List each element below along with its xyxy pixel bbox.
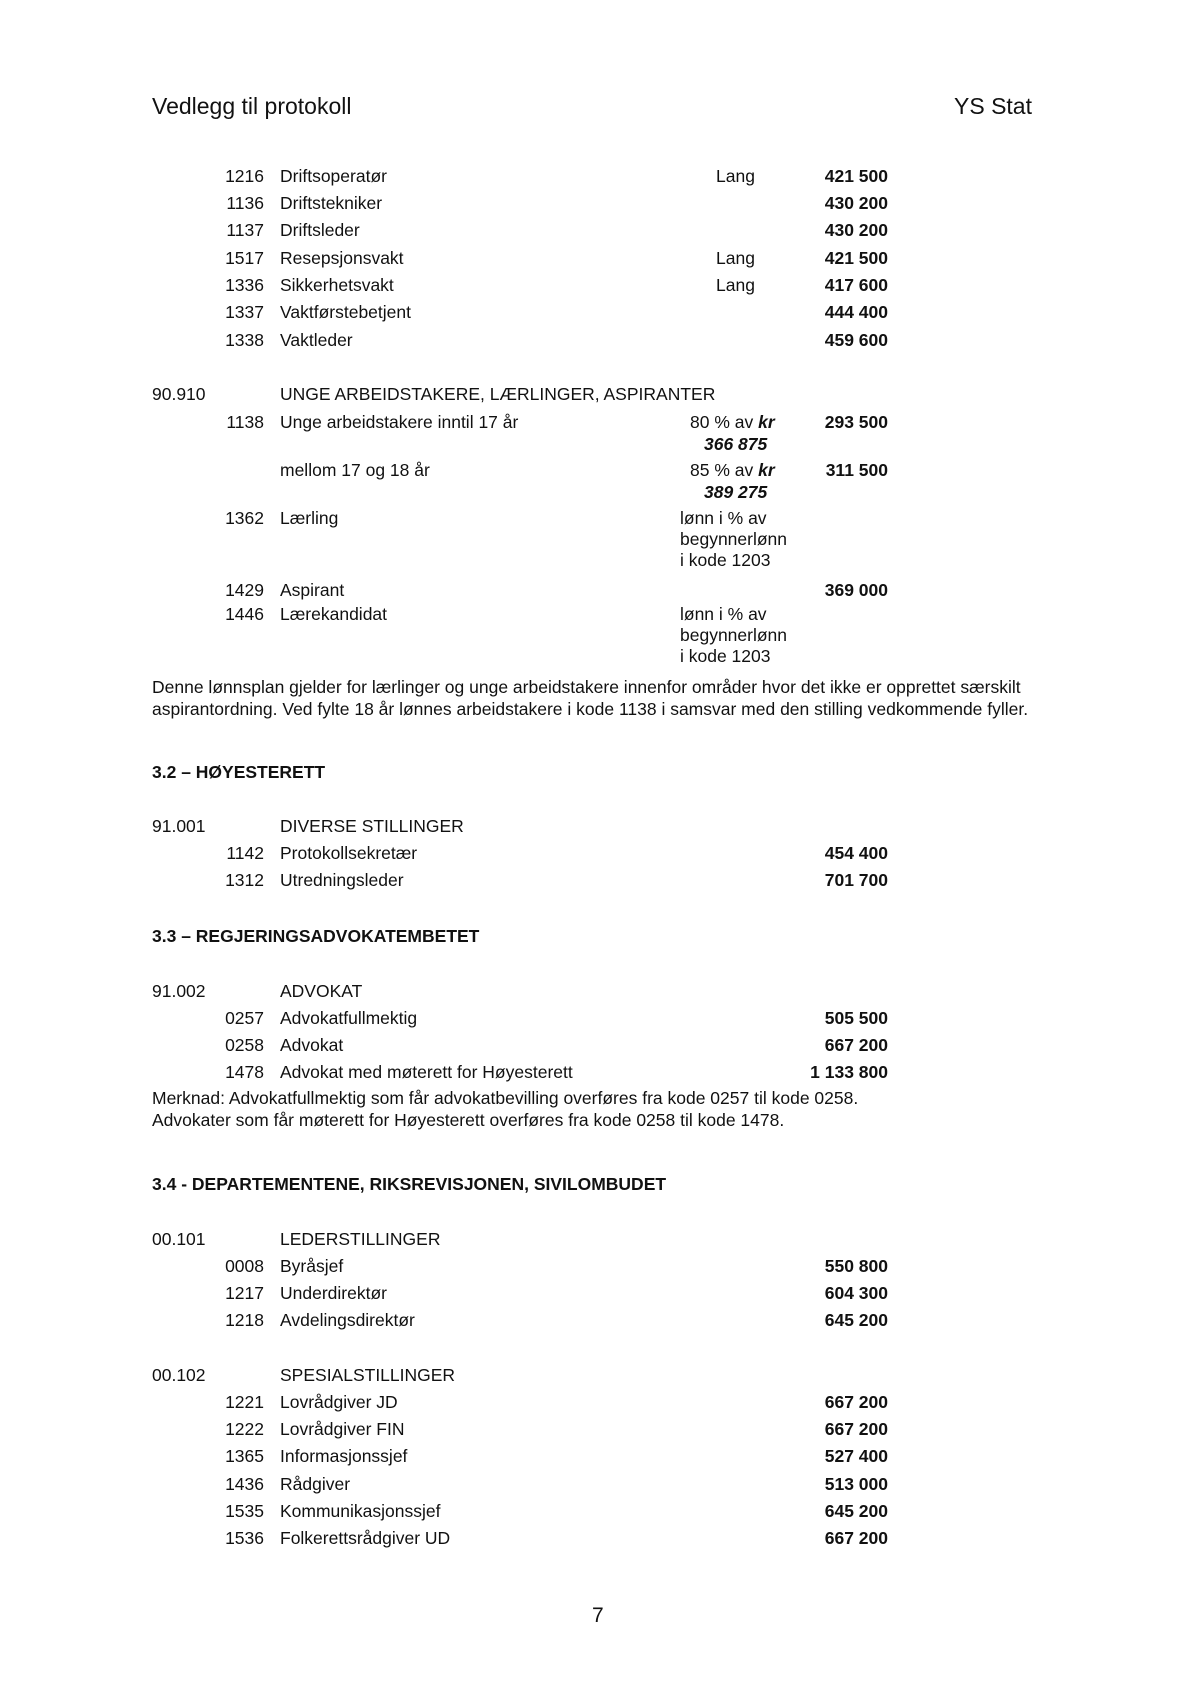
kr-label: kr	[758, 460, 775, 480]
row-value: 421 500	[824, 166, 888, 186]
row-code: 1142	[226, 843, 264, 863]
kr-label: kr	[758, 412, 775, 432]
row-code: 1535	[225, 1501, 264, 1521]
table-row	[0, 220, 1200, 246]
pct-note	[690, 460, 775, 481]
row-code: 0008	[225, 1256, 264, 1276]
row-title: Unge arbeidstakere inntil 17 år	[280, 412, 519, 432]
row-title: Byråsjef	[280, 1256, 344, 1276]
header-right: YS Stat	[954, 93, 1032, 119]
row-value: 459 600	[824, 330, 888, 350]
group-code: 90.910	[152, 384, 206, 404]
row-title: Kommunikasjonssjef	[280, 1501, 441, 1521]
table-row	[0, 166, 1200, 192]
row-title: Driftsoperatør	[280, 166, 387, 186]
row-title: Lovrådgiver FIN	[280, 1419, 405, 1439]
row-code: 1362	[225, 508, 264, 528]
pct-text: 85 % av	[690, 460, 754, 480]
row-code: 1536	[225, 1528, 264, 1548]
row-title: Lovrådgiver JD	[280, 1392, 398, 1412]
base-amount: 366 875	[704, 434, 768, 454]
section-heading: 3.4 - DEPARTEMENTENE, RIKSREVISJONEN, SIVILOMBUDET	[152, 1174, 667, 1194]
row-code: 1222	[225, 1419, 264, 1439]
row-code: 1137	[226, 220, 264, 240]
table-row	[0, 1310, 1200, 1336]
row-title: Underdirektør	[280, 1283, 387, 1303]
row-title: Vaktførstebetjent	[280, 302, 411, 322]
table-row	[0, 302, 1200, 328]
group-title: DIVERSE STILLINGER	[280, 816, 464, 836]
row-title: Resepsjonsvakt	[280, 248, 404, 268]
row-title: Sikkerhetsvakt	[280, 275, 394, 295]
row-title: mellom 17 og 18 år	[280, 460, 430, 480]
row-value: 293 500	[824, 412, 888, 432]
row-value: 701 700	[824, 870, 888, 890]
row-value: 369 000	[824, 580, 888, 600]
table-row	[0, 412, 1200, 438]
group-title: SPESIALSTILLINGER	[280, 1365, 456, 1385]
row-title: Aspirant	[280, 580, 345, 600]
row-code: 1336	[225, 275, 264, 295]
group-title: ADVOKAT	[280, 981, 363, 1001]
table-row	[0, 870, 1200, 896]
row-value: 430 200	[824, 220, 888, 240]
table-row	[0, 1392, 1200, 1418]
row-title: Protokollsekretær	[280, 843, 418, 863]
row-title: Utredningsleder	[280, 870, 404, 890]
row-note: Lang	[716, 248, 755, 268]
row-title: Advokat	[280, 1035, 344, 1055]
table-row	[0, 1474, 1200, 1500]
row-value: 1 133 800	[810, 1062, 888, 1082]
row-title: Rådgiver	[280, 1474, 351, 1494]
pct-note-line: i kode 1203	[680, 550, 771, 570]
row-value: 527 400	[824, 1446, 888, 1466]
row-title: Informasjonssjef	[280, 1446, 408, 1466]
table-row	[0, 604, 1200, 630]
pct-note-line: lønn i % av	[680, 508, 767, 528]
row-code: 1478	[225, 1062, 264, 1082]
paragraph-line: Merknad: Advokatfullmektig som får advokatbevilling overføres fra kode 0257 til kode 0258.	[152, 1088, 859, 1108]
paragraph-line: Denne lønnsplan gjelder for lærlinger og unge arbeidstakere innenfor områder hvor det ikke er opprettet særskilt	[152, 677, 1021, 697]
row-title: Folkerettsrådgiver UD	[280, 1528, 451, 1548]
row-code: 1446	[225, 604, 264, 624]
group-code: 00.102	[152, 1365, 206, 1385]
row-title: Advokat med møterett for Høyesterett	[280, 1062, 573, 1082]
paragraph-line: aspirantordning. Ved fylte 18 år lønnes arbeidstakere i kode 1138 i samsvar med den stilling vedkommende fyller.	[152, 699, 1029, 719]
row-code: 1216	[225, 166, 264, 186]
table-row	[0, 843, 1200, 869]
header-left: Vedlegg til protokoll	[152, 93, 352, 119]
row-code: 1138	[226, 412, 264, 432]
row-code: 1338	[225, 330, 264, 350]
table-row	[0, 193, 1200, 219]
group-code: 91.001	[152, 816, 206, 836]
row-note: Lang	[716, 166, 755, 186]
row-code: 1365	[225, 1446, 264, 1466]
row-code: 0258	[225, 1035, 264, 1055]
row-value: 667 200	[824, 1392, 888, 1412]
paragraph	[152, 676, 1072, 720]
pct-text: 80 % av	[690, 412, 754, 432]
row-value: 454 400	[824, 843, 888, 863]
table-row	[0, 1062, 1200, 1088]
row-value: 645 200	[824, 1501, 888, 1521]
paragraph-line: Advokater som får møterett for Høyesterett overføres fra kode 0258 til kode 1478.	[152, 1110, 785, 1130]
row-code: 0257	[225, 1008, 264, 1028]
row-value: 513 000	[824, 1474, 888, 1494]
row-value: 645 200	[824, 1310, 888, 1330]
row-title: Vaktleder	[280, 330, 353, 350]
table-row	[0, 580, 1200, 606]
row-value: 430 200	[824, 193, 888, 213]
row-value: 667 200	[824, 1035, 888, 1055]
group-code: 00.101	[152, 1229, 206, 1249]
group-title: UNGE ARBEIDSTAKERE, LÆRLINGER, ASPIRANTER	[280, 384, 716, 404]
row-note: Lang	[716, 275, 755, 295]
group-title: LEDERSTILLINGER	[280, 1229, 441, 1249]
table-row	[0, 1446, 1200, 1472]
pct-note-line: i kode 1203	[680, 646, 771, 666]
table-row	[0, 1256, 1200, 1282]
row-title: Advokatfullmektig	[280, 1008, 418, 1028]
pct-note-line: begynnerlønn	[680, 625, 788, 645]
row-code: 1218	[225, 1310, 264, 1330]
row-code: 1217	[225, 1283, 264, 1303]
row-code: 1429	[225, 580, 264, 600]
row-code: 1337	[225, 302, 264, 322]
row-code: 1517	[225, 248, 264, 268]
row-title: Driftstekniker	[280, 193, 383, 213]
table-row	[0, 1419, 1200, 1445]
table-row	[0, 330, 1200, 356]
table-row	[0, 1283, 1200, 1309]
row-value: 444 400	[824, 302, 888, 322]
pct-note	[690, 412, 775, 433]
table-row	[0, 275, 1200, 301]
row-code: 1221	[225, 1392, 264, 1412]
row-code: 1436	[225, 1474, 264, 1494]
row-title: Driftsleder	[280, 220, 360, 240]
note-paragraph	[152, 1087, 1072, 1131]
section-heading: 3.2 – HØYESTERETT	[152, 762, 326, 782]
row-value: 311 500	[825, 460, 888, 480]
pct-note-line: begynnerlønn	[680, 529, 788, 549]
row-title: Lærekandidat	[280, 604, 388, 624]
table-row	[0, 1035, 1200, 1061]
section-heading: 3.3 – REGJERINGSADVOKATEMBETET	[152, 926, 480, 946]
table-row	[0, 508, 1200, 534]
row-title: Avdelingsdirektør	[280, 1310, 415, 1330]
base-amount: 389 275	[704, 482, 768, 502]
row-code: 1136	[226, 193, 264, 213]
pct-note-line: lønn i % av	[680, 604, 767, 624]
group-code: 91.002	[152, 981, 206, 1001]
table-row	[0, 248, 1200, 274]
table-row	[0, 460, 1200, 486]
row-value: 505 500	[824, 1008, 888, 1028]
row-value: 667 200	[824, 1419, 888, 1439]
table-row	[0, 1008, 1200, 1034]
table-row	[0, 1501, 1200, 1527]
row-value: 604 300	[824, 1283, 888, 1303]
table-row	[0, 1528, 1200, 1554]
row-value: 417 600	[824, 275, 888, 295]
page-number: 7	[592, 1604, 604, 1627]
row-value: 550 800	[824, 1256, 888, 1276]
row-value: 421 500	[824, 248, 888, 268]
row-value: 667 200	[824, 1528, 888, 1548]
row-code: 1312	[225, 870, 264, 890]
row-title: Lærling	[280, 508, 339, 528]
